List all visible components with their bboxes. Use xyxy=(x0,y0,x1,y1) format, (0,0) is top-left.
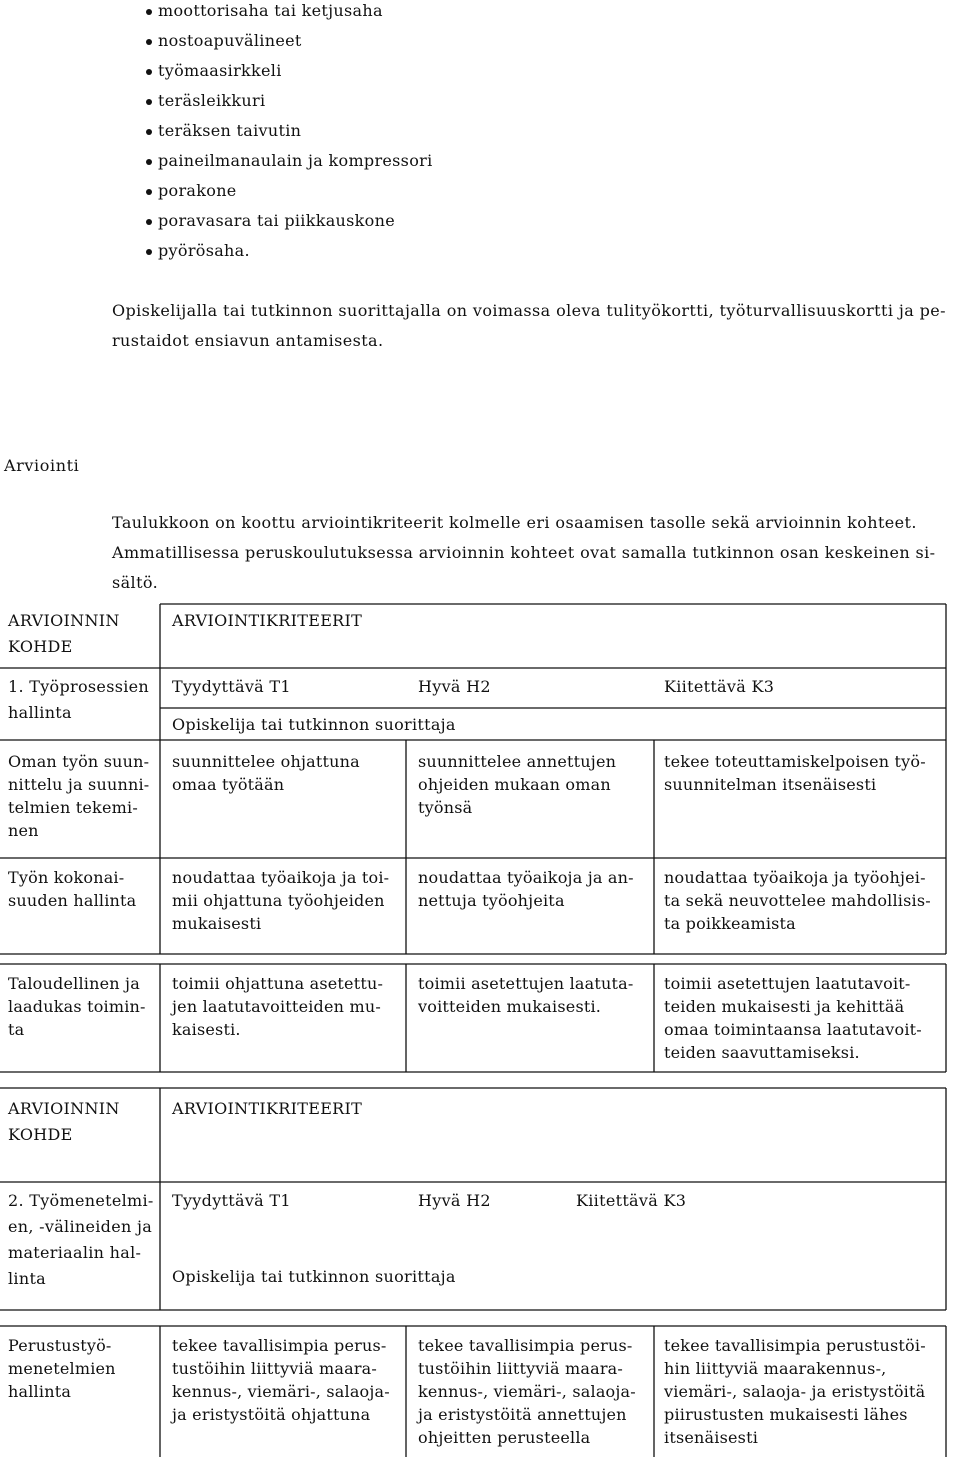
criterion-t1 xyxy=(172,972,383,1041)
note-line: Opiskelijalla tai tutkinnon suorittajalla on voimassa oleva tulityökortti, työturvallisuuskortti ja pe- xyxy=(112,301,946,320)
cell-line: noudattaa työaikoja ja toi- xyxy=(172,868,390,887)
cell-line: toimii ohjattuna asetettu- xyxy=(172,974,384,993)
criterion-h2 xyxy=(418,972,633,1018)
row-target xyxy=(8,866,136,912)
list-item: teräsleikkuri xyxy=(146,90,433,120)
cell-line: toimii asetettujen laatutavoit- xyxy=(664,974,911,993)
list-item: paineilmanaulain ja kompressori xyxy=(146,150,433,180)
criterion-h2 xyxy=(418,866,634,912)
list-item: moottorisaha tai ketjusaha xyxy=(146,0,433,30)
criterion-h2 xyxy=(418,750,616,819)
subject-title xyxy=(8,1188,154,1292)
intro-paragraph xyxy=(112,508,957,598)
cell-line: hin liittyviä maarakennus-, xyxy=(664,1359,887,1378)
row-target xyxy=(8,972,146,1041)
cell-line: mukaisesti xyxy=(172,914,262,933)
criterion-t1 xyxy=(172,866,389,935)
target-header xyxy=(8,1096,120,1148)
subject-line: en, -välineiden ja xyxy=(8,1217,153,1236)
cell-line: teiden saavuttamiseksi. xyxy=(664,1043,860,1062)
intro-line: sältö. xyxy=(112,573,159,592)
cell-line: ta xyxy=(8,1020,25,1039)
list-item: porakone xyxy=(146,180,433,210)
cell-line: omaa toimintaansa laatutavoit- xyxy=(664,1020,922,1039)
cell-line: viemäri-, salaoja- ja eristystöitä xyxy=(664,1382,926,1401)
cell-line: ta poikkeamista xyxy=(664,914,796,933)
criterion-t1 xyxy=(172,750,360,796)
list-item: teräksen taivutin xyxy=(146,120,433,150)
header-line: ARVIOINNIN xyxy=(8,1099,120,1118)
cell-line: suuden hallinta xyxy=(8,891,137,910)
cell-line: laadukas toimin- xyxy=(8,997,146,1016)
cell-line: tekee tavallisimpia perus- xyxy=(418,1336,633,1355)
header-line: ARVIOINNIN xyxy=(8,611,120,630)
cell-line: ohjeitten perusteella xyxy=(418,1428,591,1447)
intro-line: Taulukkoon on koottu arviointikriteerit kolmelle eri osaamisen tasolle sekä arvioinnin kohteet. xyxy=(112,513,917,532)
cell-line: suunnittelee annettujen xyxy=(418,752,617,771)
cell-line: toimii asetettujen laatuta- xyxy=(418,974,634,993)
cell-line: hallinta xyxy=(8,1382,72,1401)
performer-label: Opiskelija tai tutkinnon suorittaja xyxy=(172,715,456,734)
cell-line: telmien tekemi- xyxy=(8,798,138,817)
cell-line: Työn kokonai- xyxy=(8,868,125,887)
list-item: nostoapuvälineet xyxy=(146,30,433,60)
subject-line: 1. Työprosessien xyxy=(8,677,150,696)
criterion-k3 xyxy=(664,972,922,1064)
subject-line: hallinta xyxy=(8,703,72,722)
criteria-header: ARVIOINTIKRITEERIT xyxy=(172,1099,363,1118)
cell-line: menetelmien xyxy=(8,1359,116,1378)
list-item: poravasara tai piikkauskone xyxy=(146,210,433,240)
subject-line: 2. Työmenetelmi- xyxy=(8,1191,154,1210)
cell-line: mii ohjattuna työohjeiden xyxy=(172,891,385,910)
tool-list xyxy=(146,0,433,270)
list-item: pyörösaha. xyxy=(146,240,433,270)
cell-line: noudattaa työaikoja ja an- xyxy=(418,868,634,887)
cell-line: piirustusten mukaisesti lähes xyxy=(664,1405,908,1424)
cell-line: ja eristystöitä ohjattuna xyxy=(172,1405,371,1424)
level-h2: Hyvä H2 xyxy=(418,677,491,696)
cell-line: ta sekä neuvottelee mahdollisis- xyxy=(664,891,931,910)
level-t1: Tyydyttävä T1 xyxy=(172,1191,291,1210)
criterion-k3 xyxy=(664,866,931,935)
cell-line: suunnitelman itsenäisesti xyxy=(664,775,877,794)
level-k3: Kiitettävä K3 xyxy=(664,677,775,696)
cell-line: kennus-, viemäri-, salaoja- xyxy=(418,1382,636,1401)
cell-line: Perustustyö- xyxy=(8,1336,112,1355)
criterion-h2 xyxy=(418,1334,636,1449)
cell-line: voitteiden mukaisesti. xyxy=(418,997,602,1016)
requirements-note xyxy=(112,296,946,356)
cell-line: suunnittelee ohjattuna xyxy=(172,752,360,771)
header-line: KOHDE xyxy=(8,637,73,656)
cell-line: tustöihin liittyviä maara- xyxy=(172,1359,378,1378)
cell-line: tekee tavallisimpia perus- xyxy=(172,1336,387,1355)
list-item: työmaasirkkeli xyxy=(146,60,433,90)
criterion-k3 xyxy=(664,1334,926,1449)
cell-line: kennus-, viemäri-, salaoja- xyxy=(172,1382,390,1401)
subject-line: materiaalin hal- xyxy=(8,1243,142,1262)
cell-line: Oman työn suun- xyxy=(8,752,150,771)
criterion-t1 xyxy=(172,1334,390,1426)
cell-line: tustöihin liittyviä maara- xyxy=(418,1359,624,1378)
cell-line: työnsä xyxy=(418,798,473,817)
cell-line: nettuja työohjeita xyxy=(418,891,565,910)
note-line: rustaidot ensiavun antamisesta. xyxy=(112,331,384,350)
cell-line: omaa työtään xyxy=(172,775,285,794)
cell-line: tekee tavallisimpia perustustöi- xyxy=(664,1336,926,1355)
row-target xyxy=(8,1334,116,1403)
level-h2: Hyvä H2 xyxy=(418,1191,491,1210)
cell-line: nen xyxy=(8,821,39,840)
header-line: KOHDE xyxy=(8,1125,73,1144)
cell-line: Taloudellinen ja xyxy=(8,974,140,993)
row-target xyxy=(8,750,149,842)
section-title: Arviointi xyxy=(4,456,80,475)
cell-line: nittelu ja suunni- xyxy=(8,775,150,794)
performer-label: Opiskelija tai tutkinnon suorittaja xyxy=(172,1267,456,1286)
target-header xyxy=(8,608,120,660)
cell-line: tekee toteuttamiskelpoisen työ- xyxy=(664,752,926,771)
cell-line: jen laatutavoitteiden mu- xyxy=(172,997,381,1016)
cell-line: kaisesti. xyxy=(172,1020,241,1039)
subject-title xyxy=(8,674,149,726)
cell-line: ohjeiden mukaan oman xyxy=(418,775,611,794)
subject-line: linta xyxy=(8,1269,47,1288)
intro-line: Ammatillisessa peruskoulutuksessa arvioinnin kohteet ovat samalla tutkinnon osan keskeinen si- xyxy=(112,543,936,562)
criteria-header: ARVIOINTIKRITEERIT xyxy=(172,611,363,630)
cell-line: ja eristystöitä annettujen xyxy=(418,1405,627,1424)
cell-line: teiden mukaisesti ja kehittää xyxy=(664,997,905,1016)
level-k3: Kiitettävä K3 xyxy=(576,1191,687,1210)
criterion-k3 xyxy=(664,750,926,796)
cell-line: noudattaa työaikoja ja työohjei- xyxy=(664,868,926,887)
cell-line: itsenäisesti xyxy=(664,1428,759,1447)
level-t1: Tyydyttävä T1 xyxy=(172,677,291,696)
